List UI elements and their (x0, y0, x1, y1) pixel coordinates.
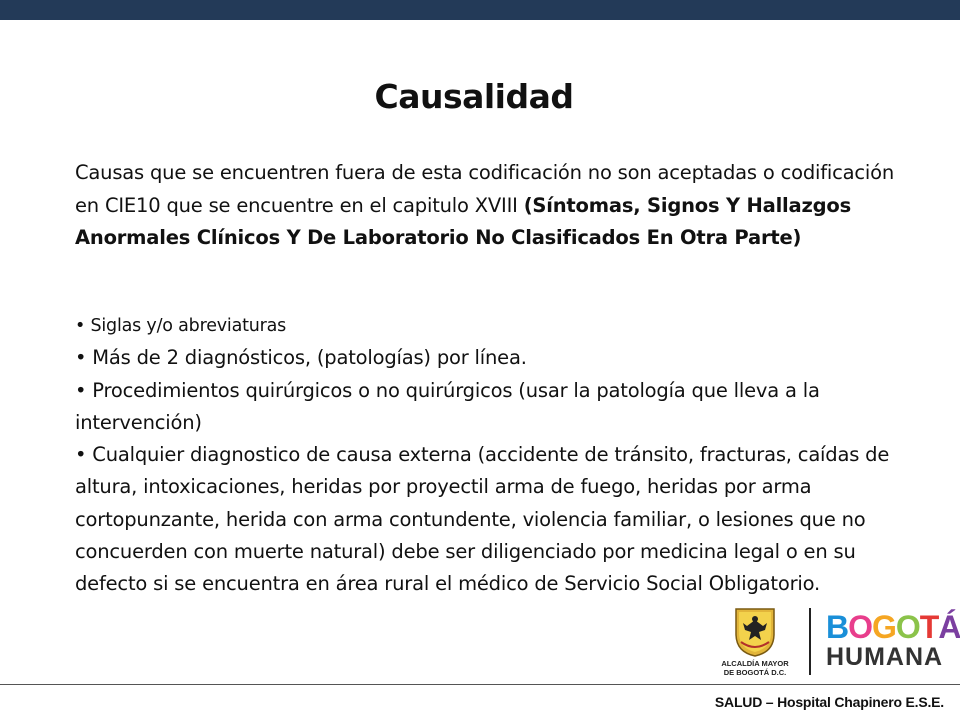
alcaldia-caption (715, 659, 795, 677)
top-bar (0, 0, 960, 20)
alcaldia-caption-line2: DE BOGOTÁ D.C. (723, 668, 787, 677)
bullet-item: • Siglas y/o abreviaturas (75, 316, 287, 336)
logo-divider (809, 608, 811, 675)
bullet-item: • Más de 2 diagnósticos, (patologías) por línea. (75, 346, 527, 370)
slide-title: Causalidad (374, 77, 574, 116)
humana-wordmark: HUMANA (826, 643, 944, 671)
intro-bold-text: (Síntomas, Signos Y Hallazgos Anormales Clínicos Y De Laboratorio No Clasificados En Otra Parte) (75, 193, 852, 249)
intro-paragraph (75, 157, 905, 255)
footer-divider (0, 684, 960, 685)
bogota-letter: T (919, 609, 939, 645)
alcaldia-logo (715, 606, 795, 678)
bogota-letter: O (895, 609, 920, 645)
bullet-list (75, 310, 895, 601)
bogota-letter: Á (938, 609, 960, 645)
bogota-letter: O (848, 609, 872, 645)
footer-text: SALUD – Hospital Chapinero E.S.E. (714, 694, 944, 710)
bogota-letter: G (872, 609, 896, 645)
alcaldia-caption-line1: ALCALDÍA MAYOR (721, 659, 789, 668)
bogota-wordmark (826, 609, 960, 645)
bullet-item: • Procedimientos quirúrgicos o no quirúrgicos (usar la patología que lleva a la intervención) (75, 378, 820, 434)
intro-text: Causas que se encuentren fuera de esta codificación no son aceptadas o codificación en CIE10 que se encuentre en el capitulo XVIII (75, 161, 895, 217)
bogota-letter: B (826, 609, 849, 645)
bogota-humana-logo (826, 609, 960, 671)
coat-of-arms-icon (733, 606, 777, 658)
bullet-item: • Cualquier diagnostico de causa externa (accidente de tránsito, fracturas, caídas de altura, intoxicaciones, heridas por proyectil arma de fuego, heridas por arma cortopunzante, herida con arma contundente, violencia familiar, o lesiones que no concuerden con muerte natural) debe ser diligenciado por medicina legal o en su defecto si se encuentra en área rural el médico de Servicio Social Obligatorio. (75, 443, 890, 596)
